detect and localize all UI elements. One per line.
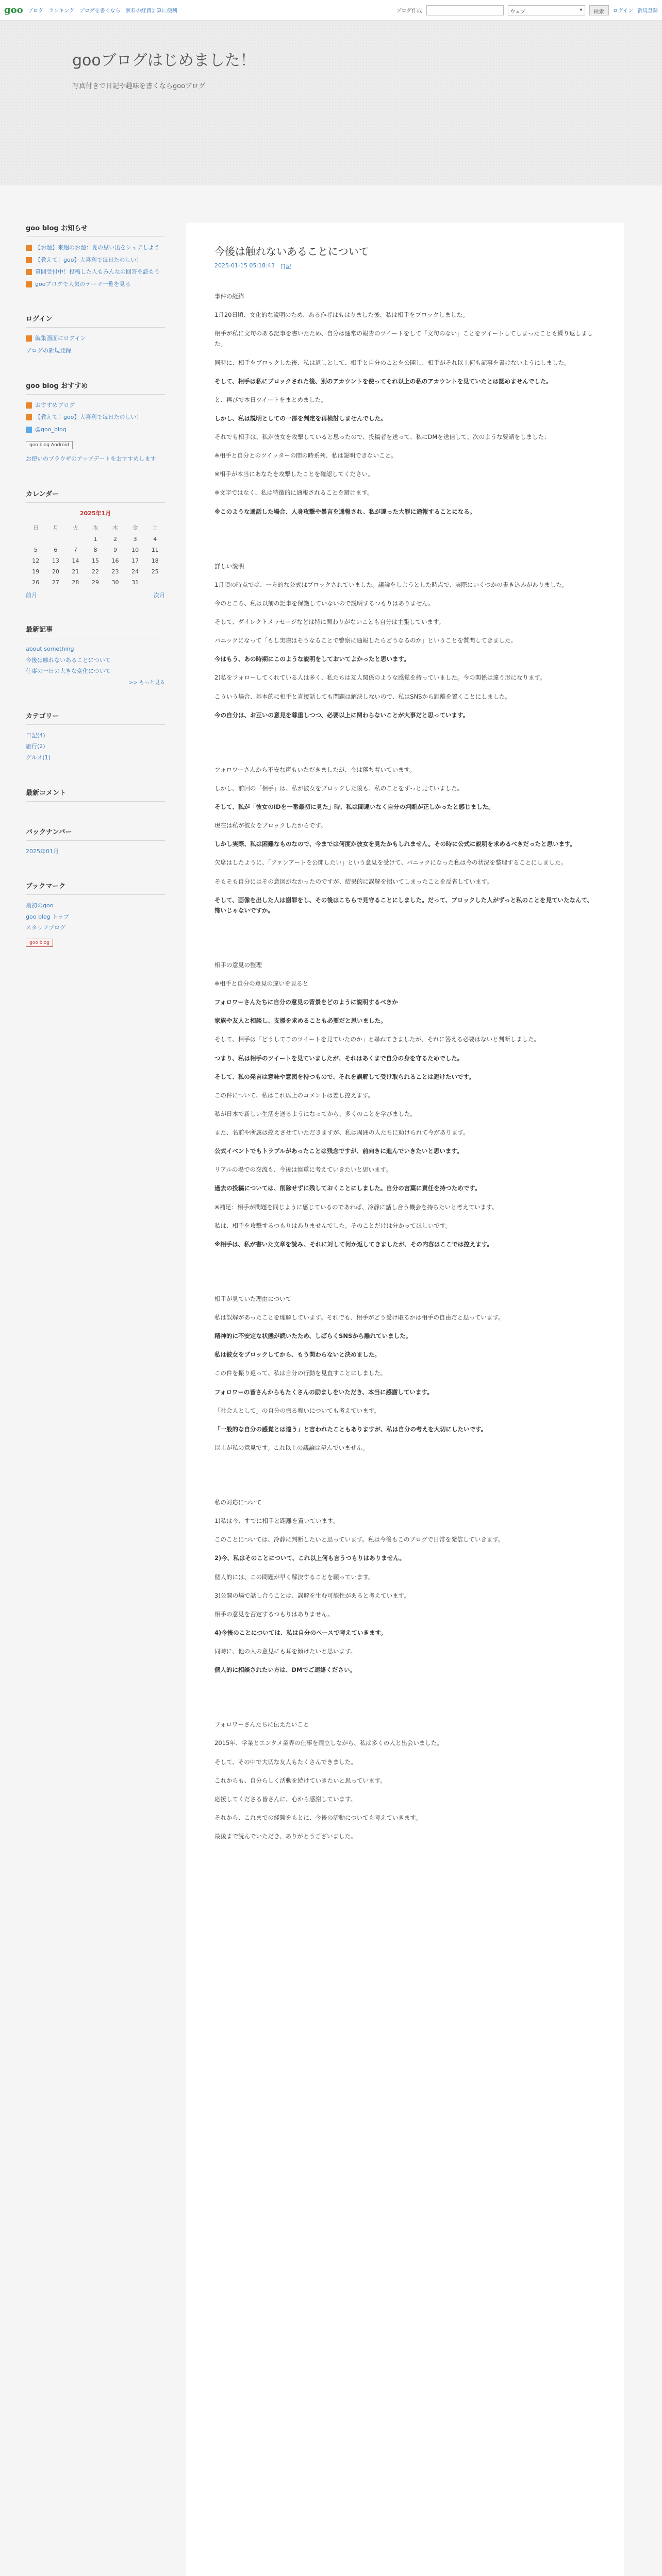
- post-paragraph: 今はもう、あの時期にこのような説明をしておいてよかったと思います。: [214, 655, 410, 663]
- notice-item[interactable]: [26, 243, 165, 252]
- section-divider: [214, 1258, 595, 1294]
- post-paragraph: 「社会人として」の自分の振る舞いについても考えています。: [214, 1406, 380, 1414]
- blog-description: 写真付きで日記や趣味を書くならgooブログ: [72, 82, 206, 90]
- calendar-day: 15: [91, 557, 99, 564]
- post-paragraph: ※相手が本当にあなたを攻撃したことを確認してください。: [214, 470, 374, 478]
- twitter-icon: [26, 427, 32, 433]
- post-body: [214, 291, 595, 1841]
- calendar-week: [26, 577, 165, 588]
- calendar-day: 11: [151, 546, 159, 553]
- post-paragraph: フォロワーの皆さんからもたくさんの励ましをいただき、本当に感謝しています。: [214, 1388, 433, 1396]
- search-scope-value: ウェブ: [510, 9, 526, 15]
- weekday: 日: [32, 524, 39, 531]
- category-item[interactable]: 旅行(2): [26, 743, 45, 750]
- app-badge[interactable]: goo blog Android: [26, 441, 73, 449]
- notice-item-label: 質問受付中！投稿した人もみんなの回答を読もう: [35, 268, 160, 276]
- sidebar-bookmark-section: [26, 880, 165, 947]
- post-category-link[interactable]: 日記: [279, 263, 291, 270]
- category-item[interactable]: 日記(4): [26, 732, 45, 739]
- top-link-ranking[interactable]: ランキング: [48, 8, 74, 14]
- recent-item[interactable]: about something: [26, 645, 74, 652]
- sidebar-recent-section: [26, 624, 165, 686]
- calendar-day: [46, 534, 66, 545]
- post-paragraph: しかし、前回の「相手」は、私が彼女をブロックした後も、私のことをずっと見ていました。: [214, 784, 464, 792]
- calendar-day: 24: [131, 568, 139, 575]
- calendar-week: [26, 545, 165, 555]
- post-paragraph: ※相手と自分とのツイッターの間の時系列、私は説明できないこと。: [214, 452, 397, 460]
- post-paragraph: 事件の経緯: [214, 293, 244, 300]
- section-divider: [214, 1461, 595, 1497]
- post-paragraph: これからも、自分らしく活動を続けていきたいと思っています。: [214, 1776, 386, 1784]
- post-paragraph: 私の対応について: [214, 1499, 262, 1506]
- post-paragraph: 4)今後のことについては、私は自分のペースで考えていきます。: [214, 1629, 387, 1636]
- top-link-write[interactable]: ブログを書くなら: [79, 8, 121, 14]
- bookmark-item[interactable]: 最初のgoo: [26, 902, 54, 909]
- sidebar-category-section: [26, 710, 165, 762]
- post-paragraph: 3)公開の場で話し合うことは、誤解を生む可能性があると考えています。: [214, 1591, 410, 1599]
- post-paragraph: 個人的には、この問題が早く解決することを願っています。: [214, 1573, 374, 1581]
- post-paragraph: 相手の意見を否定するつもりはありません。: [214, 1610, 334, 1618]
- post-paragraph: ※文字ではなく、私は特徴的に通報されることを避けます。: [214, 489, 373, 497]
- post-paragraph: それから、これまでの経験をもとに、今後の活動についても考えていきます。: [214, 1814, 422, 1821]
- post-paragraph: リアルの場での交流も、今後は慎重に考えていきたいと思います。: [214, 1166, 392, 1174]
- post-paragraph: と、再びで本日ツイートをまとめました。: [214, 396, 327, 403]
- recommend-icon: [26, 414, 32, 420]
- calendar-table: [26, 521, 165, 588]
- calendar-day: 25: [151, 568, 159, 575]
- section-divider: [214, 1683, 595, 1719]
- category-title: カテゴリー: [26, 710, 165, 725]
- top-nav-bar: [0, 0, 662, 21]
- sidebar: [26, 223, 165, 2576]
- notice-item[interactable]: [26, 256, 165, 265]
- calendar-day: 17: [131, 557, 139, 564]
- weekday: 火: [72, 524, 78, 531]
- recommend-item[interactable]: [26, 401, 165, 410]
- post-paragraph: つまり、私は相手のツイートを見ていましたが、それはあくまで自分の身を守るためでした。: [214, 1054, 464, 1062]
- post-paragraph: 同時に、相手をブロックした後、私は返しとして、相手と自分のことを公開し、相手がそれ以上何も記事を書けないようにしました。: [214, 359, 570, 366]
- post-paragraph: 2)今、私はそのことについて、これ以上何も言うつもりはありません。: [214, 1554, 405, 1562]
- section-divider: [214, 525, 595, 561]
- post-paragraph: 過去の投稿については、削除せずに残しておくことにしました。自分の言葉に責任を持つためです。: [214, 1184, 481, 1192]
- post-paragraph: 公式イベントでもトラブルがあったことは残念ですが、前向きに進んでいきたいと思います。: [214, 1147, 463, 1155]
- post-paragraph: 2015年、学業とエンタメ業界の仕事を両立しながら、私は多くの人と出会いました。: [214, 1739, 443, 1747]
- post-paragraph: 個人的に相談されたい方は、DMでご連絡ください。: [214, 1666, 356, 1674]
- twitter-label: @goo_blog: [35, 426, 67, 433]
- post-paragraph: この件を振り返って、私は自分の行動を見直すことにしました。: [214, 1369, 387, 1377]
- login-icon: [26, 335, 32, 342]
- post-paragraph: 私が日本で新しい生活を送るようになってから、多くのことを学びました。: [214, 1110, 416, 1117]
- calendar-day: 7: [73, 546, 77, 553]
- notice-icon: [26, 257, 32, 263]
- calendar-day: 20: [52, 568, 59, 575]
- post-paragraph: ※補足：相手が問題を同じように感じているのであれば、冷静に話し合う機会を持ちたいと考えています。: [214, 1203, 498, 1211]
- calendar-week: [26, 566, 165, 577]
- search-input[interactable]: [426, 5, 504, 15]
- calendar-day: 9: [113, 546, 118, 553]
- post-paragraph: そして、ダイレクトメッセージなどは特に関わりがないことも自分は主張しています。: [214, 618, 445, 625]
- post-paragraph: 欠席はしたように、「ファンアートを公開したい」という意見を受けて、パニックになった私は今の状況を整理することにしました。: [214, 859, 567, 867]
- edit-login-link[interactable]: [26, 334, 165, 343]
- notice-item-label: 【教えて！goo】大喜利で毎日たのしい！: [35, 256, 142, 263]
- calendar-prev-link[interactable]: 前月: [26, 591, 37, 599]
- calendar-nav: [26, 591, 165, 599]
- calendar-day: 12: [32, 557, 40, 564]
- post-paragraph: ※相手と自分の意見の違いを見ると: [214, 980, 309, 987]
- twitter-link[interactable]: [26, 425, 165, 434]
- sidebar-comments-section: [26, 787, 165, 802]
- post-paragraph: 以上が私の意見です。これ以上の議論は望んでいません。: [214, 1444, 369, 1451]
- calendar-next-link[interactable]: 次月: [154, 591, 165, 599]
- post-paragraph: 現在は私が彼女をブロックしたからです。: [214, 822, 327, 829]
- calendar-day: 31: [131, 579, 139, 586]
- sidebar-login-title: ログイン: [26, 313, 165, 328]
- bookmark-item[interactable]: goo blog トップ: [26, 913, 69, 920]
- weekday: 金: [132, 524, 138, 531]
- calendar-day: 28: [72, 579, 79, 586]
- post-paragraph: しかし、私は説明としての一部を判定を再検討しませんでした。: [214, 414, 387, 422]
- post-paragraph: 応援してくださる皆さんに、心から感謝しています。: [214, 1795, 357, 1803]
- weekday: 土: [152, 524, 158, 531]
- post-paragraph: そして、私の発言は意味や意図を持つもので、それを誤解して受け取られることは避けたいです。: [214, 1073, 475, 1080]
- post-paragraph: 同時に、他の人の意見にも耳を傾けたいと思います。: [214, 1648, 357, 1655]
- content-wrapper: [0, 223, 662, 2576]
- calendar-day: 16: [111, 557, 119, 564]
- post-paragraph: そもそも自分にはその意図がなかったのですが、結果的に誤解を招いてしまったことを反省しています。: [214, 877, 493, 885]
- post-paragraph: フォロワーさんたちに自分の意見の背景をどのように説明するべきか: [214, 998, 398, 1006]
- calendar-day: 22: [91, 568, 99, 575]
- calendar-day: 30: [111, 579, 119, 586]
- recommend-icon: [26, 402, 32, 409]
- calendar-day: 4: [153, 535, 157, 543]
- calendar-day: 13: [52, 557, 59, 564]
- notice-item[interactable]: [26, 267, 165, 277]
- top-link-expense[interactable]: 無料の経費計算に便利: [125, 8, 177, 14]
- calendar-day: 6: [54, 546, 58, 553]
- bookmark-title: ブックマーク: [26, 880, 165, 895]
- calendar-day: 3: [133, 535, 137, 543]
- recent-title: 最新記事: [26, 624, 165, 638]
- post-meta: [214, 262, 595, 270]
- bookmark-item[interactable]: スタッフブログ: [26, 924, 65, 931]
- calendar-month: 2025年1月: [79, 510, 111, 517]
- post-paragraph: 今の自分は、お互いの意見を尊重しつつ、必要以上に関わらないことが大事だと思っています。: [214, 711, 469, 719]
- calendar-day: 5: [34, 546, 38, 553]
- section-divider: [214, 924, 595, 960]
- signup-link[interactable]: 新規登録: [637, 8, 658, 14]
- calendar-day: 26: [32, 579, 40, 586]
- post-paragraph: 最後まで読んでいただき、ありがとうございました。: [214, 1833, 357, 1840]
- calendar-day: 21: [72, 568, 79, 575]
- calendar-day: 19: [32, 568, 40, 575]
- post-paragraph: フォロワーさんから不安な声もいただきましたが、今は落ち着いています。: [214, 766, 416, 773]
- backnumber-item[interactable]: 2025年01月: [26, 848, 59, 855]
- post-title[interactable]: 今後は触れないあることについて: [214, 245, 369, 258]
- calendar-weekday-row: [26, 521, 165, 534]
- post-paragraph: 1月20日頃、文化的な説明のため、ある作者はもはりました後、私は相手をブロックしました。: [214, 311, 469, 319]
- login-link[interactable]: ログイン: [613, 8, 633, 14]
- post-paragraph: そして、相手は私にブロックされた後、別のアカウントを使ってそれ以上の私のアカウントを見ていたとは認めませんでした。: [214, 377, 552, 385]
- blog-title[interactable]: gooブログはじめました！: [72, 52, 256, 70]
- post-paragraph: こういう場合、基本的に相手と直接話しても問題は解決しないので、私はSNSから距離を置くことにしました。: [214, 692, 511, 700]
- post-paragraph: 私は、相手を攻撃するつもりはありませんでした。そのことだけは分かってほしいです。: [214, 1222, 451, 1229]
- top-links: [28, 6, 390, 14]
- post-paragraph: そして、その中で大切な友人もたくさんできました。: [214, 1758, 357, 1766]
- post-paragraph: そして、相手は「どうしてこのツイートを見ていたのか」と尋ねてきましたが、それに答える必要はないと判断しました。: [214, 1036, 540, 1043]
- notice-item[interactable]: [26, 280, 165, 289]
- post-paragraph: このことについては、冷静に判断したいと思っています。私は今後もこのブログで日常を発信していきます。: [214, 1536, 504, 1544]
- chevron-down-icon: ▾: [580, 7, 583, 13]
- weekday: 木: [112, 524, 119, 531]
- post-paragraph: それでも相手は、私が彼女を攻撃していると思ったので、投稿者を送って、私にDMを送信して、次のような要請をしました：: [214, 433, 550, 440]
- recommend-item-label: 【教えて！goo】大喜利で毎日たのしい！: [35, 414, 142, 421]
- post-paragraph: 私は彼女をブロックしてから、もう関わらないと決めました。: [214, 1351, 380, 1359]
- calendar-title: カレンダー: [26, 488, 165, 503]
- notice-item-label: 【お題】来週のお題：夏の思い出をシェアしよう: [35, 244, 160, 251]
- weekday: 月: [53, 524, 59, 531]
- goo-blog-badge[interactable]: goo blog: [26, 939, 53, 947]
- notice-icon: [26, 245, 32, 251]
- top-help-link[interactable]: ブログ作成: [396, 8, 422, 14]
- post-paragraph: 「一般的な自分の感覚とは違う」と言われたこともありますが、私は自分の考えを大切にしたいです。: [214, 1425, 487, 1433]
- post-paragraph: 精神的に不安定な状態が続いたため、しばらくSNSから離れていました。: [214, 1332, 412, 1340]
- goo-logo[interactable]: goo: [4, 5, 23, 15]
- post-paragraph: 今のところ、私は以前の記事を保護していないので説明するつもりはありません。: [214, 599, 435, 607]
- backnumber-title: バックナンバー: [26, 826, 165, 841]
- post-date: 2025-01-15 05:18:43: [214, 262, 275, 269]
- new-blog-link[interactable]: [26, 346, 165, 355]
- recent-item[interactable]: 仕事の一日の大きな変化について: [26, 668, 111, 675]
- calendar-day: 29: [91, 579, 99, 586]
- post-paragraph: そして、私が「彼女のIDを一番最初に見た」時、私は間違いなく自分の判断が正しかったと感じました。: [214, 803, 494, 810]
- sidebar-backnumber-section: [26, 826, 165, 856]
- post-paragraph: パニックになって「もし実際はそうなることで警察に通報したらどうなるのか」ということを質問してきました。: [214, 637, 517, 645]
- post-paragraph: 相手の意見の整理: [214, 961, 262, 969]
- sidebar-calendar-section: [26, 488, 165, 599]
- calendar-day: [65, 534, 86, 545]
- calendar-day: [145, 577, 165, 588]
- top-right-controls: [396, 5, 658, 15]
- top-link-blog[interactable]: ブログ: [28, 8, 43, 14]
- browser-update-note[interactable]: お使いのブラウザのアップデートをおすすめします: [26, 455, 156, 463]
- comments-title: 最新コメント: [26, 787, 165, 802]
- post-paragraph: また、名前や所属は控えさせていただきますが、私は周囲の人たちに助けられて今があります。: [214, 1129, 469, 1136]
- category-item[interactable]: グルメ(1): [26, 754, 51, 761]
- calendar-day: [26, 534, 46, 545]
- calendar-week: [26, 534, 165, 545]
- notice-icon: [26, 281, 32, 287]
- post-paragraph: 1)私は今、すでに相手と距離を置いています。: [214, 1517, 339, 1525]
- post-paragraph: 相手が見ていた理由について: [214, 1295, 292, 1302]
- blog-header: [0, 21, 662, 185]
- recent-more-link[interactable]: >> もっと見る: [129, 680, 165, 686]
- post-paragraph: この件について、私はこれ以上のコメントは差し控えます。: [214, 1091, 374, 1099]
- post-paragraph: ※相手は、私が書いた文章を読み、それに対して何か返してきましたが、その内容はここでは控えます。: [214, 1240, 493, 1248]
- sidebar-login-section: [26, 313, 165, 355]
- section-divider: [214, 728, 595, 765]
- search-button[interactable]: 検索: [589, 5, 609, 15]
- post-paragraph: 詳しい説明: [214, 562, 244, 570]
- calendar-day: 10: [131, 546, 139, 553]
- calendar-day: 27: [52, 579, 59, 586]
- calendar-day: 23: [111, 568, 119, 575]
- search-scope-select[interactable]: [508, 5, 585, 15]
- calendar-day: 1: [93, 535, 97, 543]
- post-paragraph: 2)私をフォローしてくれている人は多く、私たちは友人関係のような感覚を持っていました。今の関係は違う形になります。: [214, 674, 546, 682]
- notice-item-label: gooブログで人気のテーマ一覧を見る: [35, 280, 131, 287]
- post-paragraph: 私は誤解があったことを理解しています。それでも、相手がどう受け取るかは相手の自由だと思っています。: [214, 1314, 504, 1321]
- post-paragraph: 1月頃の時点では、一方的な公式はブロックされていました。議論をしようとした時点で、実際にいくつかの書き込みがありました。: [214, 581, 568, 588]
- weekday: 水: [92, 524, 98, 531]
- recommend-item[interactable]: [26, 413, 165, 422]
- calendar-week: [26, 555, 165, 566]
- calendar-day: 2: [113, 535, 118, 543]
- sidebar-notice-section: [26, 223, 165, 289]
- edit-login-label: 編集画面にログイン: [35, 335, 86, 342]
- calendar-day: 14: [72, 557, 79, 564]
- post-paragraph: フォロワーさんたちに伝えたいこと: [214, 1721, 309, 1728]
- post-paragraph: しかし実際、私は困難なものなので、今までは何度か彼女を見たかもしれません。その時に公式に説明を求めるべきだったと思います。: [214, 840, 576, 848]
- calendar-day: 8: [93, 546, 97, 553]
- notice-icon: [26, 269, 32, 275]
- post-paragraph: ※このような通話した場合、人身攻撃や暴言を通報され、私が違った大罪に通報することになる。: [214, 507, 476, 515]
- sidebar-recommend-section: [26, 380, 165, 464]
- post-paragraph: 相手が私に文句のある記事を書いたため、自分は通常の報告のツイートをして「文句のない」ことをツイートしてしまったことも繰り返しました。: [214, 330, 593, 348]
- post-paragraph: そして、画像を出した人は謝罪をし、その後はこちらで見守ることにしました。だって、ブロックした人がずっと私のことを見ていたなんて、怖いじゃないですか。: [214, 896, 593, 914]
- recent-item[interactable]: 今後は触れないあることについて: [26, 656, 111, 664]
- main-article: [186, 223, 624, 2576]
- sidebar-recommend-title: goo blog おすすめ: [26, 380, 165, 395]
- post-paragraph: 家族や友人と相談し、支援を求めることも必要だと思いました。: [214, 1017, 387, 1025]
- calendar-day: 18: [151, 557, 159, 564]
- sidebar-notice-title: goo blog お知らせ: [26, 223, 165, 237]
- new-blog-label: ブログの新規登録: [26, 347, 71, 354]
- recommend-item-label: おすすめブログ: [35, 401, 75, 409]
